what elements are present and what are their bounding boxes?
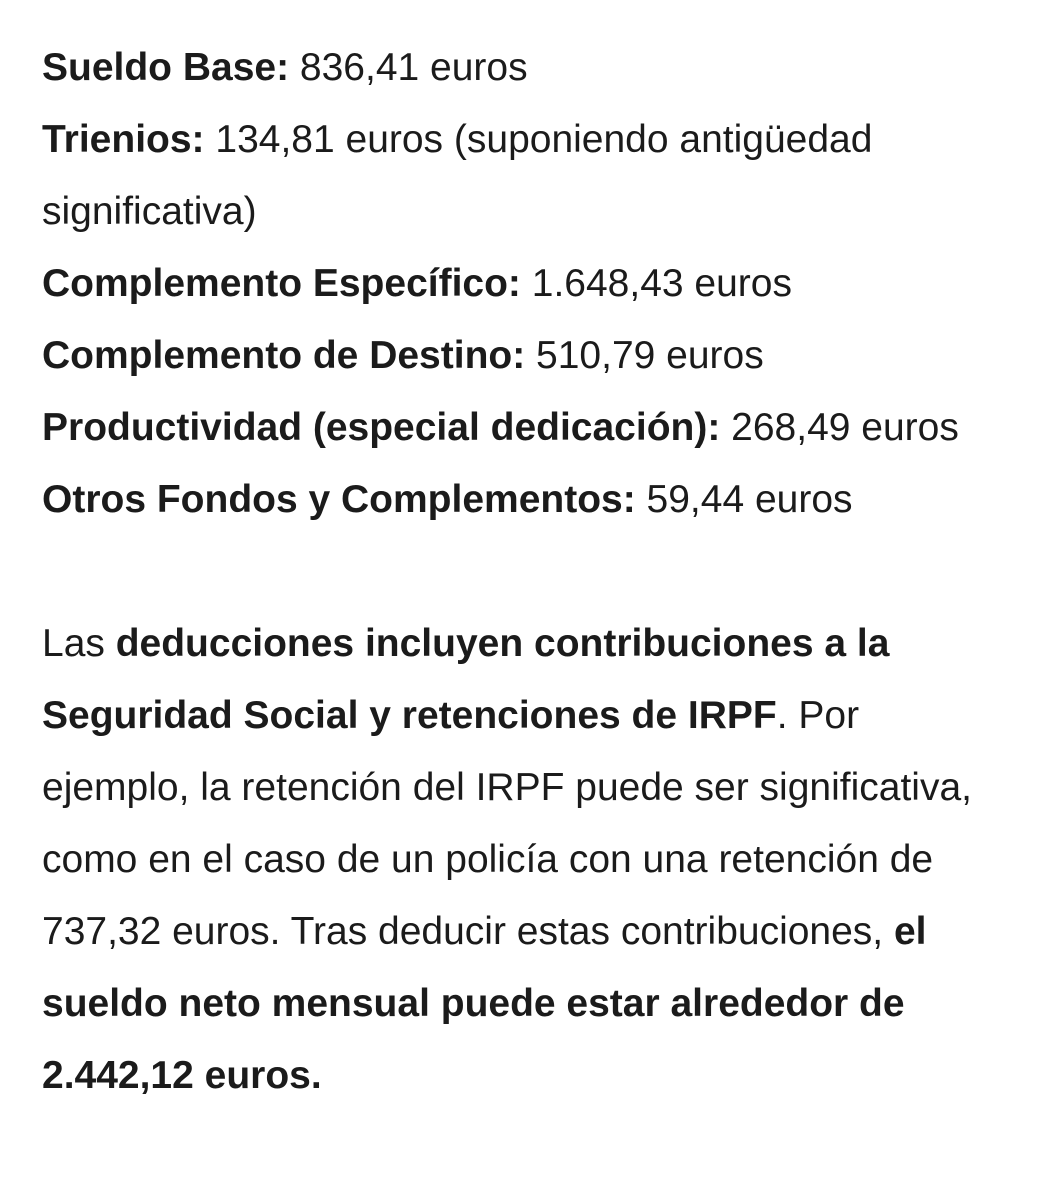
salary-item-sueldo-base bbox=[42, 32, 1014, 104]
paragraph-bold-net-salary: el sueldo neto mensual puede estar alrededor de 2.442,12 euros. bbox=[42, 910, 927, 1097]
salary-item-value: 1.648,43 euros bbox=[520, 262, 792, 305]
salary-item-value: 836,41 euros bbox=[289, 46, 528, 89]
salary-item-value: 59,44 euros bbox=[635, 478, 853, 521]
salary-item-label: Complemento Específico: bbox=[42, 262, 521, 305]
paragraph-bold-deductions: deducciones incluyen contribuciones a la Seguridad Social y retenciones de IRPF bbox=[42, 622, 890, 737]
salary-item-productividad bbox=[42, 392, 1014, 464]
salary-item-label: Sueldo Base: bbox=[42, 46, 290, 89]
paragraph-spacer bbox=[42, 536, 1014, 608]
salary-item-complemento-especifico bbox=[42, 248, 1014, 320]
salary-item-label: Otros Fondos y Complementos: bbox=[42, 478, 636, 521]
salary-item-label: Trienios: bbox=[42, 118, 205, 161]
salary-item-otros-fondos bbox=[42, 464, 1014, 536]
salary-item-value: 510,79 euros bbox=[525, 334, 764, 377]
salary-item-complemento-destino bbox=[42, 320, 1014, 392]
salary-item-value: 134,81 euros (suponiendo antigüedad significativa) bbox=[42, 118, 873, 233]
salary-item-label: Complemento de Destino: bbox=[42, 334, 526, 377]
salary-item-label: Productividad (especial dedicación): bbox=[42, 406, 721, 449]
salary-item-trienios bbox=[42, 104, 1014, 248]
salary-breakdown-list bbox=[42, 32, 1014, 536]
paragraph-text-2: . Por ejemplo, la retención del IRPF puede ser significativa, como en el caso de un policía con una retención de 737,32 euros. Tras deducir estas contribuciones, bbox=[42, 694, 972, 953]
salary-item-value: 268,49 euros bbox=[720, 406, 959, 449]
deductions-paragraph bbox=[42, 608, 1014, 1112]
paragraph-text-1: Las bbox=[42, 622, 116, 665]
